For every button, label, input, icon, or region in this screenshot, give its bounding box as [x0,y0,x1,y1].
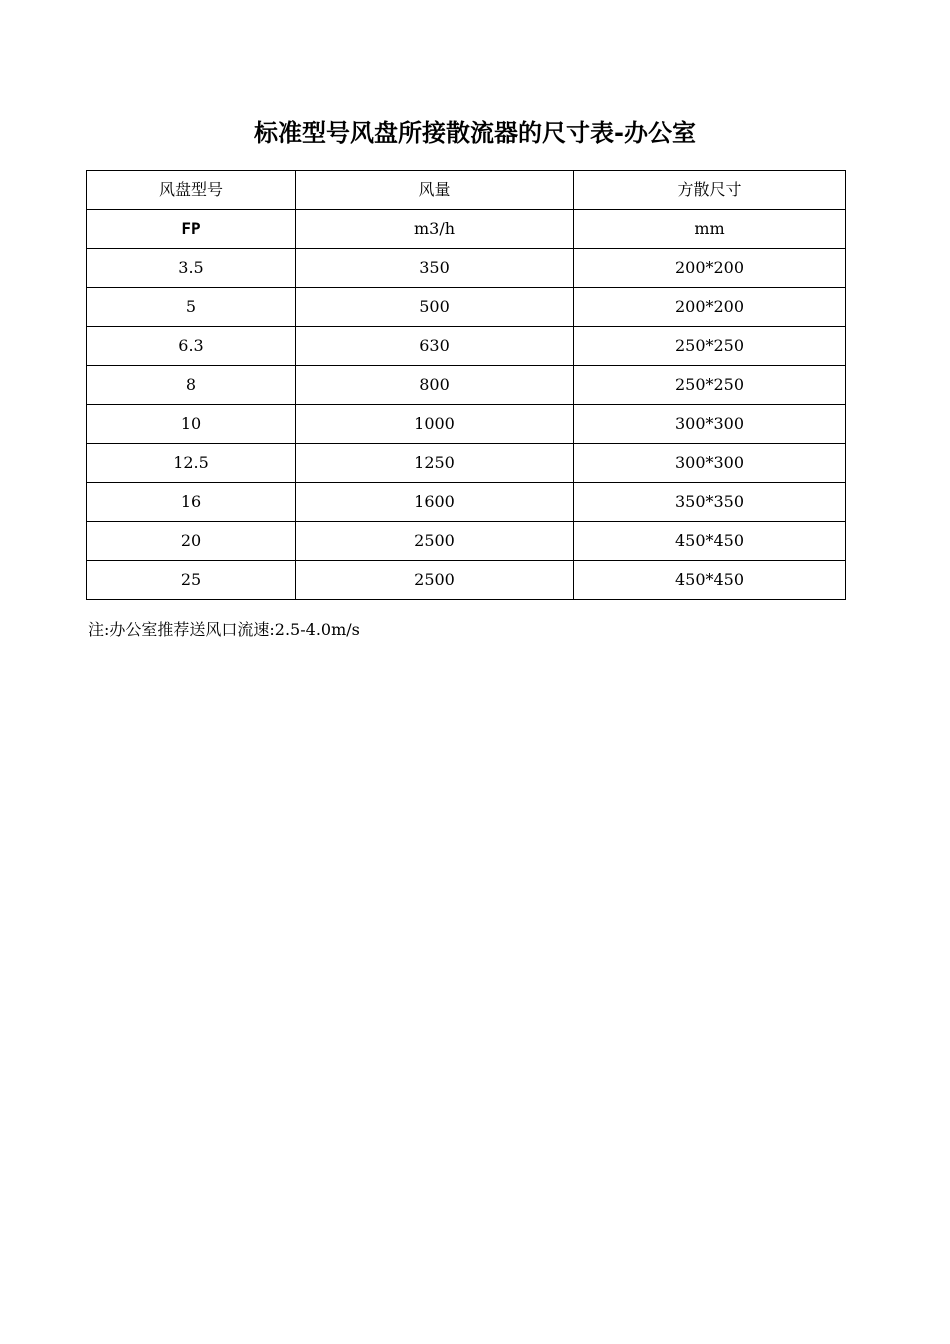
cell-fan-model: 6.3 [87,327,296,366]
cell-diffuser-size: 300*300 [574,444,846,483]
cell-airflow: 1250 [296,444,574,483]
cell-airflow: 800 [296,366,574,405]
cell-airflow: 2500 [296,522,574,561]
cell-diffuser-size: 250*250 [574,327,846,366]
cell-fan-model: 12.5 [87,444,296,483]
cell-fan-model: 25 [87,561,296,600]
header-row [87,171,846,210]
cell-diffuser-size: 250*250 [574,366,846,405]
cell-diffuser-size: 450*450 [574,561,846,600]
cell-fan-model: 16 [87,483,296,522]
table-row [87,483,846,522]
cell-diffuser-size: 300*300 [574,405,846,444]
header-airflow: 风量 [296,171,574,210]
cell-diffuser-size: 200*200 [574,249,846,288]
cell-fan-model: 20 [87,522,296,561]
cell-airflow: 630 [296,327,574,366]
table-row [87,327,846,366]
cell-fan-model: 8 [87,366,296,405]
header-diffuser-size: 方散尺寸 [574,171,846,210]
table-row [87,561,846,600]
cell-fan-model: 3.5 [87,249,296,288]
footnote: 注:办公室推荐送风口流速:2.5-4.0m/s [88,620,360,639]
page-title: 标准型号风盘所接散流器的尺寸表-办公室 [254,119,696,147]
table-row [87,522,846,561]
size-table [86,170,846,600]
unit-airflow: m3/h [296,210,574,249]
table-row [87,288,846,327]
table-row [87,366,846,405]
cell-airflow: 350 [296,249,574,288]
cell-diffuser-size: 350*350 [574,483,846,522]
cell-airflow: 500 [296,288,574,327]
unit-row [87,210,846,249]
table-row [87,249,846,288]
cell-diffuser-size: 200*200 [574,288,846,327]
cell-airflow: 1000 [296,405,574,444]
cell-fan-model: 5 [87,288,296,327]
table-row [87,444,846,483]
header-fan-model: 风盘型号 [87,171,296,210]
unit-diffuser-size: mm [574,210,846,249]
cell-airflow: 2500 [296,561,574,600]
table-row [87,405,846,444]
unit-fan-model: FP [87,210,296,249]
cell-fan-model: 10 [87,405,296,444]
cell-airflow: 1600 [296,483,574,522]
cell-diffuser-size: 450*450 [574,522,846,561]
